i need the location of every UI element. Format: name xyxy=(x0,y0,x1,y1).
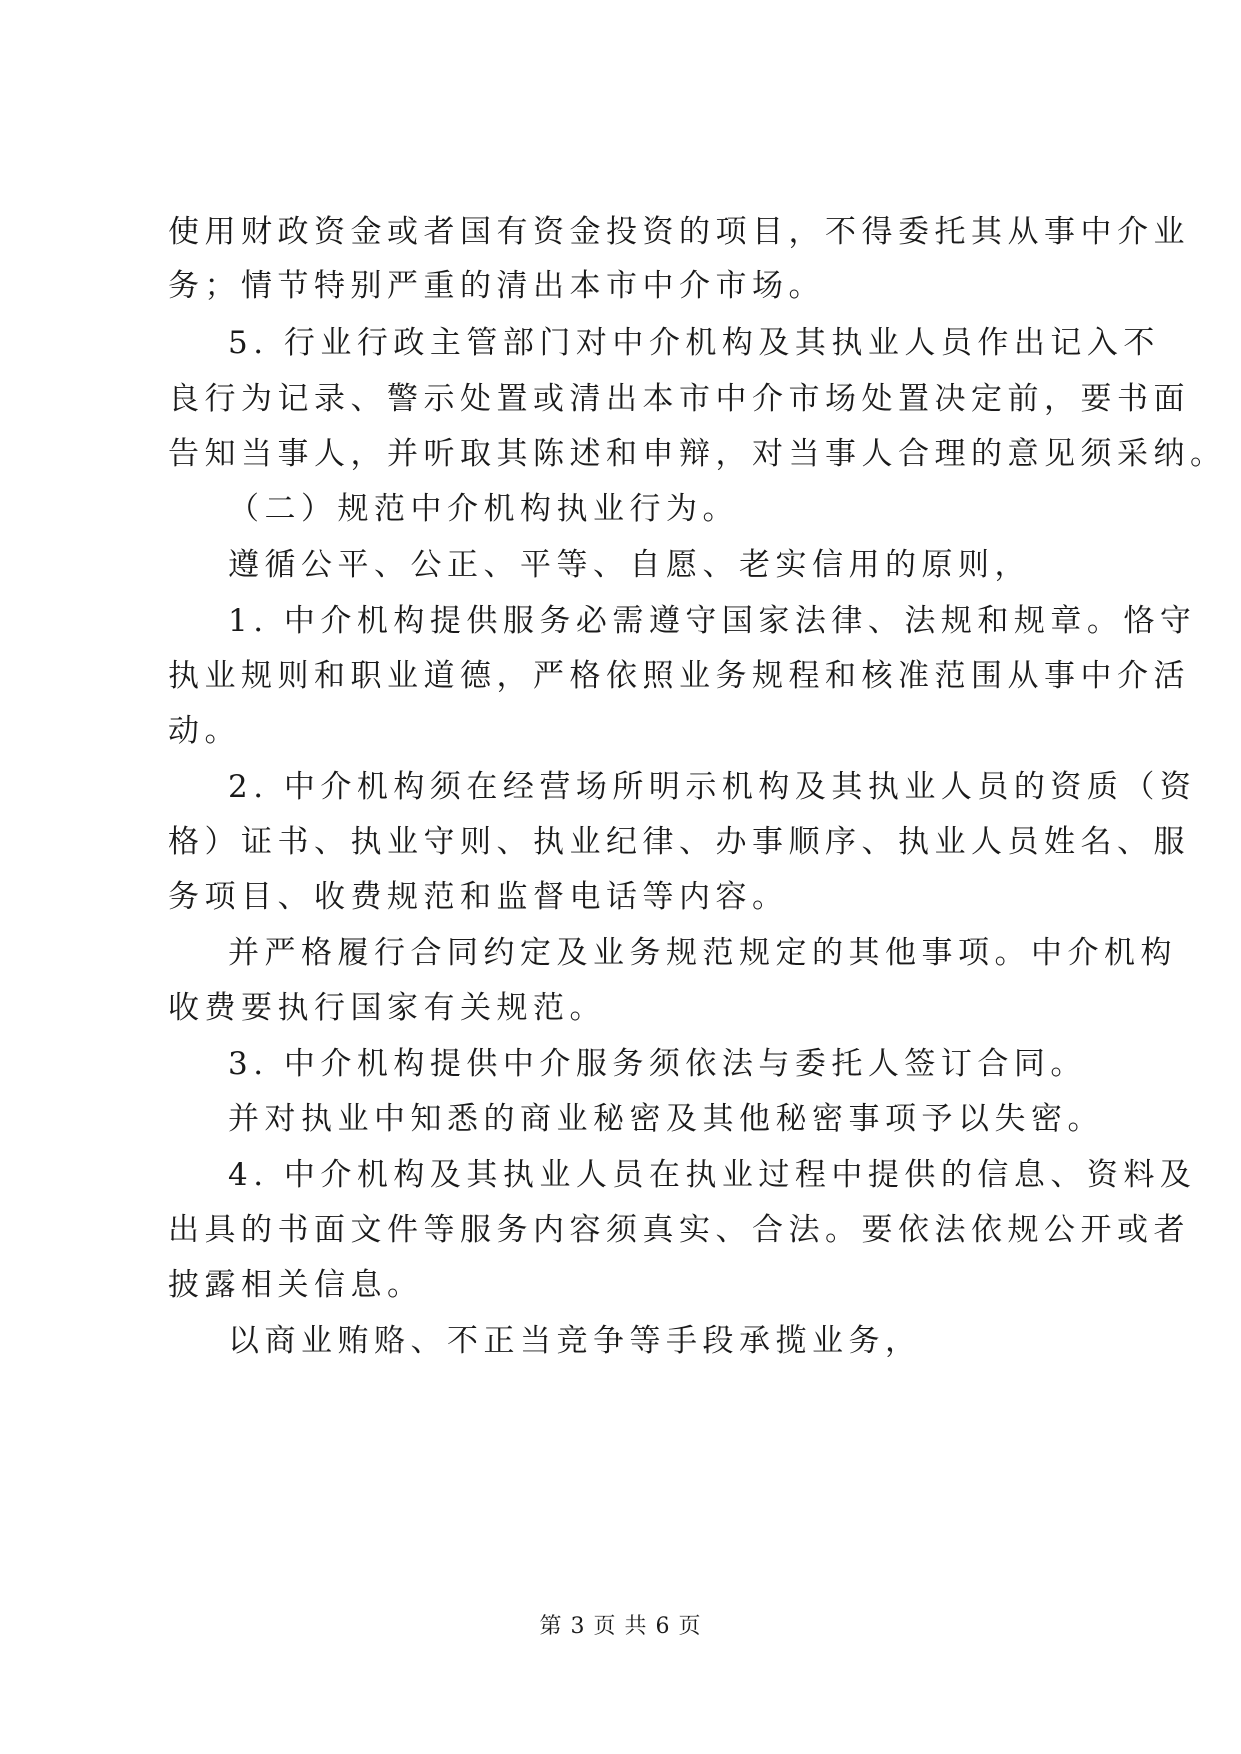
text-line: 3. 中介机构提供中介服务须依法与委托人签订合同。 xyxy=(228,1046,1087,1082)
text-line: 告知当事人，并听取其陈述和申辩，对当事人合理的意见须采纳。 xyxy=(168,436,1227,472)
text-line: 动。 xyxy=(168,713,241,749)
text-line: 5. 行业行政主管部门对中介机构及其执业人员作出记入不 xyxy=(228,325,1160,361)
text-line: 4. 中介机构及其执业人员在执业过程中提供的信息、资料及 xyxy=(228,1157,1197,1193)
text-line: 1. 中介机构提供服务必需遵守国家法律、法规和规章。恪守 xyxy=(228,603,1197,639)
text-line: 出具的书面文件等服务内容须真实、合法。要依法依规公开或者 xyxy=(168,1212,1190,1248)
text-line: 良行为记录、警示处置或清出本市中介市场处置决定前，要书面 xyxy=(168,381,1190,417)
page-footer: 第 3 页 共 6 页 xyxy=(539,1614,702,1639)
text-line: 并严格履行合同约定及业务规范规定的其他事项。中介机构 xyxy=(228,935,1177,971)
text-line: 格）证书、执业守则、执业纪律、办事顺序、执业人员姓名、服 xyxy=(168,824,1190,860)
text-line: 使用财政资金或者国有资金投资的项目，不得委托其从事中介业 xyxy=(168,214,1190,250)
text-line: 披露相关信息。 xyxy=(168,1267,424,1303)
text-line: 2. 中介机构须在经营场所明示机构及其执业人员的资质（资 xyxy=(228,769,1197,805)
text-line: 收费要执行国家有关规范。 xyxy=(168,990,606,1026)
text-line: 并对执业中知悉的商业秘密及其他秘密事项予以失密。 xyxy=(228,1101,1104,1137)
text-line: 务；情节特别严重的清出本市中介市场。 xyxy=(168,268,825,304)
section-heading: （二）规范中介机构执业行为。 xyxy=(228,491,739,527)
text-line: 以商业贿赂、不正当竞争等手段承揽业务， xyxy=(228,1323,922,1359)
text-line: 执业规则和职业道德，严格依照业务规程和核准范围从事中介活 xyxy=(168,658,1190,694)
text-line: 务项目、收费规范和监督电话等内容。 xyxy=(168,879,789,915)
text-line: 遵循公平、公正、平等、自愿、老实信用的原则， xyxy=(228,547,1031,583)
